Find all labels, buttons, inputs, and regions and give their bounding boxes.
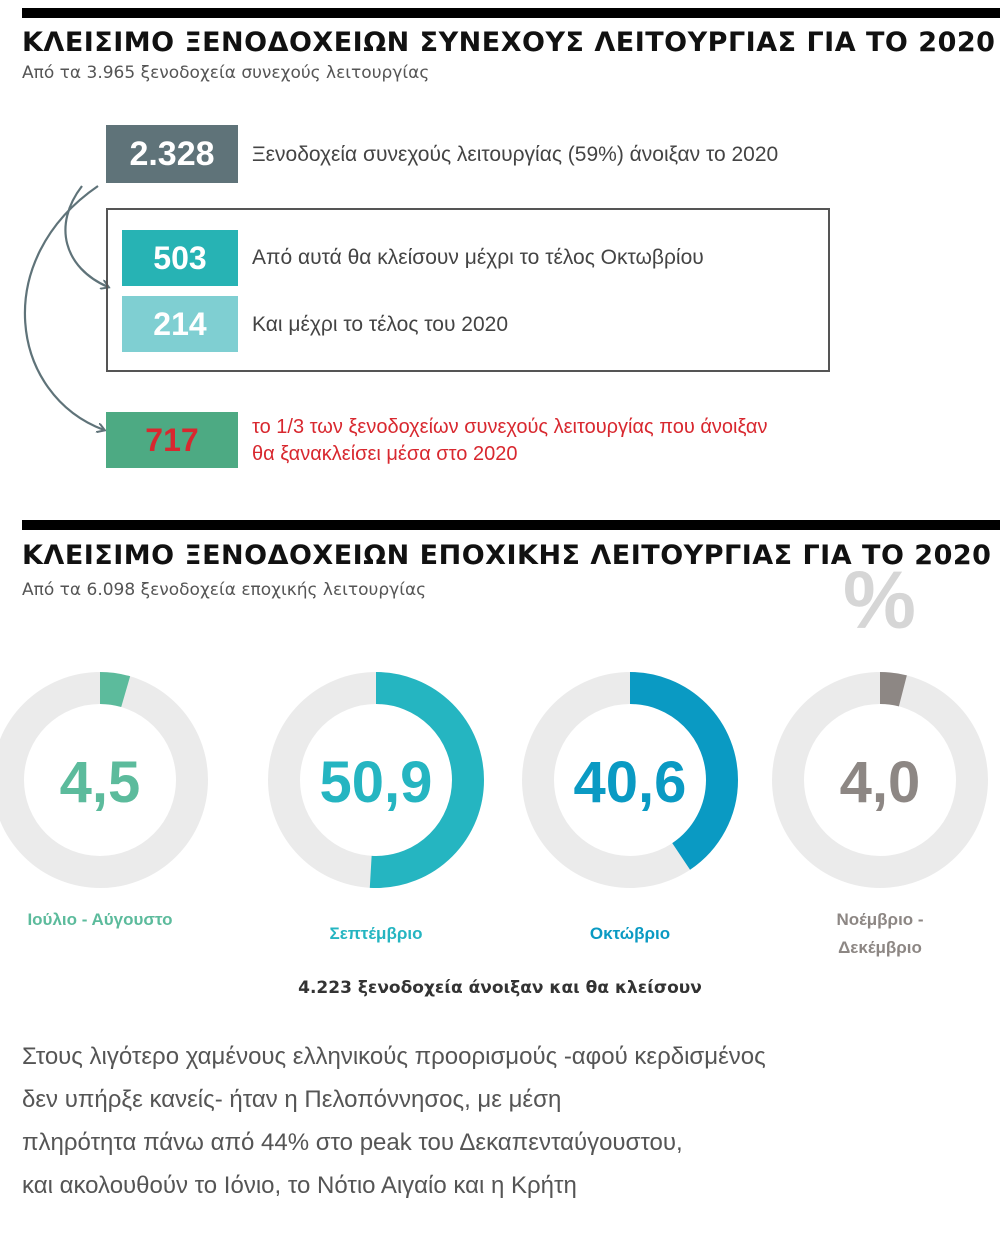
close-october-box bbox=[122, 230, 238, 286]
paragraph-line: και ακολουθούν το Ιόνιο, το Νότιο Αιγαίο και η Κρήτη bbox=[22, 1172, 577, 1199]
section1-title: ΚΛΕΙΣΙΜΟ ΞΕΝΟΔΟΧΕΙΩΝ ΣΥΝΕΧΟΥΣ ΛΕΙΤΟΥΡΓΙΑΣ ΓΙΑ ΤΟ 2020 bbox=[22, 27, 996, 58]
opened-label: Ξενοδοχεία συνεχούς λειτουργίας (59%) άνοιξαν το 2020 bbox=[252, 143, 779, 166]
donut-category-label: Οκτώβριο bbox=[589, 924, 671, 943]
total-closing-note-line2: θα ξανακλείσει μέσα στο 2020 bbox=[252, 443, 518, 465]
section1-subtitle: Από τα 3.965 ξενοδοχεία συνεχούς λειτουργίας bbox=[22, 63, 430, 83]
section2-subtitle: Από τα 6.098 ξενοδοχεία εποχικής λειτουργίας bbox=[22, 580, 427, 600]
donut-1 bbox=[8, 688, 192, 872]
donut-4 bbox=[788, 688, 972, 872]
donut-value-label: 40,6 bbox=[573, 750, 687, 815]
arrow-to-closing-boxes bbox=[65, 186, 108, 287]
opened-count-box bbox=[106, 125, 238, 183]
percent-symbol: % bbox=[843, 555, 916, 646]
section2-top-rule bbox=[22, 520, 1000, 530]
body-paragraph bbox=[22, 1035, 982, 1207]
total-closing-value: 717 bbox=[145, 421, 199, 458]
close-october-label: Από αυτά θα κλείσουν μέχρι το τέλος Οκτωβρίου bbox=[252, 246, 704, 269]
close-year-end-value: 214 bbox=[153, 305, 207, 342]
paragraph-line: δεν υπήρξε κανείς- ήταν η Πελοπόννησος, με μέση bbox=[22, 1086, 562, 1113]
donut-value-label: 4,5 bbox=[59, 750, 141, 815]
close-year-end-label: Και μέχρι το τέλος του 2020 bbox=[252, 313, 509, 336]
paragraph-line: πληρότητα πάνω από 44% στο peak του Δεκαπενταύγουστου, bbox=[22, 1129, 683, 1156]
arrow-to-total-box bbox=[25, 186, 104, 430]
total-closing-note-line1: το 1/3 των ξενοδοχείων συνεχούς λειτουργίας που άνοιξαν bbox=[252, 416, 768, 438]
donut-value-label: 4,0 bbox=[839, 750, 921, 815]
donut-category-label: Σεπτέμβριο bbox=[329, 924, 423, 943]
donut-category-label: Νοέμβριο - Δεκέμβριο bbox=[836, 910, 924, 957]
donut-category-label: Ιούλιο - Αύγουστο bbox=[27, 910, 173, 929]
paragraph-line: Στους λιγότερο χαμένους ελληνικούς προορισμούς -αφού κερδισμένος bbox=[22, 1043, 766, 1070]
donut-2 bbox=[284, 688, 468, 872]
section2-title: ΚΛΕΙΣΙΜΟ ΞΕΝΟΔΟΧΕΙΩΝ ΕΠΟΧΙΚΗΣ ΛΕΙΤΟΥΡΓΙΑΣ ΓΙΑ ΤΟ 2020 bbox=[22, 540, 992, 571]
total-closing-box bbox=[106, 412, 238, 468]
close-october-value: 503 bbox=[153, 239, 207, 276]
chart-caption: 4.223 ξενοδοχεία άνοιξαν και θα κλείσουν bbox=[298, 978, 702, 998]
total-closing-note bbox=[252, 414, 767, 468]
donut-3 bbox=[538, 688, 722, 872]
donut-value-label: 50,9 bbox=[319, 750, 433, 815]
close-year-end-box bbox=[122, 296, 238, 352]
opened-count-value: 2.328 bbox=[129, 134, 215, 173]
